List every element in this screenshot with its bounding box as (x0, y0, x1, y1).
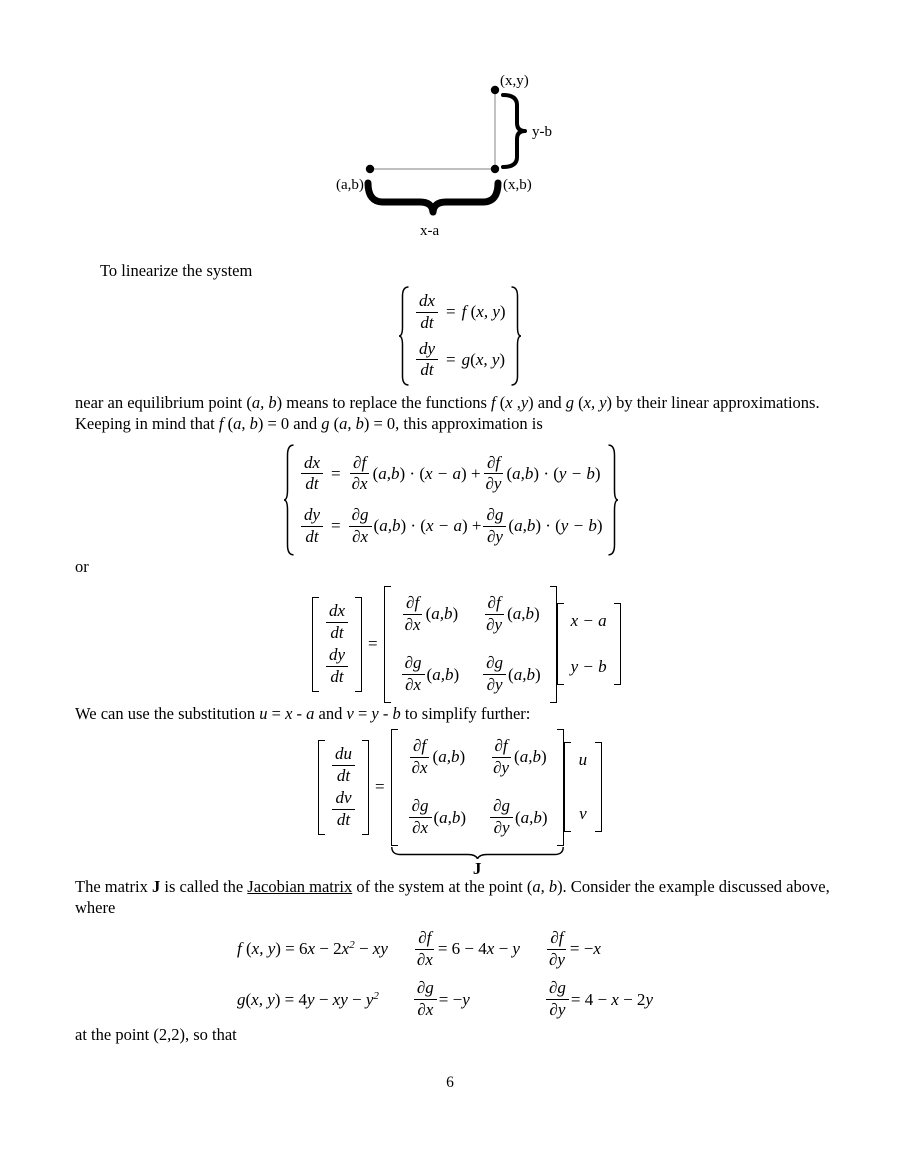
vector-entry: x − a (570, 611, 607, 631)
text-segment: y (462, 989, 470, 1009)
paragraph-jacobian (75, 876, 833, 918)
text-segment: g (565, 393, 574, 412)
text-segment: a,b (379, 516, 401, 536)
at-point-text: at the point (2,2), so that (75, 1025, 237, 1044)
text-segment: y − b (560, 516, 597, 536)
denominator: ∂x (351, 474, 368, 494)
text-segment: x ,y (505, 393, 529, 412)
vector-entry: u (578, 750, 588, 770)
text-segment: ( (466, 302, 477, 322)
text-segment: a,b (438, 747, 460, 767)
system-row-2 (414, 340, 505, 380)
numerator: ∂f (547, 929, 566, 950)
numerator: ∂f (415, 929, 434, 950)
text-segment: y (365, 989, 374, 1009)
text-segment: y (512, 939, 520, 959)
right-curly-brace (510, 286, 522, 386)
denominator: ∂y (493, 818, 510, 838)
numerator: ∂g (546, 979, 569, 1000)
numerator: ∂g (483, 506, 506, 527)
jacobian-cell-12 (481, 594, 541, 634)
partial-df-dx (349, 454, 371, 494)
text-segment: u (259, 704, 268, 723)
text-segment: ) (540, 747, 547, 767)
text-segment: ) + (461, 516, 482, 536)
denominator: ∂x (417, 1000, 434, 1020)
distance-label-yb: y-b (532, 124, 552, 140)
text-segment: near an equilibrium point ( (75, 393, 252, 412)
text-segment: x, y (583, 393, 607, 412)
text-segment: ) = 0, this approximation is (363, 414, 543, 433)
text-segment: a,b (519, 747, 541, 767)
numerator: ∂f (484, 454, 503, 475)
text-segment: The matrix (75, 877, 152, 896)
denominator: dt (420, 312, 434, 332)
text-segment: xy (332, 989, 348, 1009)
text-segment: and (314, 704, 347, 723)
text-segment: = − (569, 939, 594, 959)
point-label-ab: (a,b) (336, 177, 364, 193)
text-segment: x, y (475, 349, 500, 369)
text-segment: ( (507, 604, 513, 624)
text-segment: ( (433, 807, 440, 827)
cell-argument (433, 747, 466, 767)
text-segment: g (321, 414, 330, 433)
jacobian-matrix (384, 586, 557, 703)
text-segment: ) (459, 747, 466, 767)
figure-diagram (320, 63, 570, 243)
linearization-equation (283, 444, 619, 556)
vector-entry: y − b (570, 657, 607, 677)
left-curly-brace (283, 444, 295, 556)
numerator: ∂f (350, 454, 369, 475)
text-segment: ( (508, 516, 515, 536)
text-segment: ( (495, 393, 506, 412)
text-segment: a, b (532, 877, 558, 896)
rhs-vector (557, 603, 621, 685)
left-curly-brace (398, 286, 410, 386)
text-segment: Jacobian matrix (247, 877, 353, 896)
numerator: ∂g (414, 979, 437, 1000)
middle-terms (374, 516, 482, 536)
distance-label-xa: x-a (420, 223, 440, 239)
numerator: du (332, 745, 355, 766)
text-segment: xy (372, 939, 388, 959)
text-segment: x, y (251, 989, 275, 1009)
example-g-definition (237, 990, 388, 1010)
text-segment: ( (506, 463, 513, 483)
denominator: ∂x (412, 818, 429, 838)
text-segment: f (237, 939, 242, 959)
page-number: 6 (446, 1074, 454, 1091)
text-segment: = (353, 704, 372, 723)
text-segment: ( (372, 463, 379, 483)
fraction-dy-dt (301, 506, 323, 546)
text-segment: f (491, 393, 496, 412)
right-brace-yb (503, 95, 525, 167)
text-segment: ) · ( (399, 463, 425, 483)
text-segment: = (267, 704, 286, 723)
text-segment: y (371, 704, 379, 723)
numerator: ∂f (410, 737, 429, 758)
text-segment: a,b (512, 463, 534, 483)
text-segment: ) (453, 664, 460, 684)
text-segment: ) (499, 349, 506, 369)
text-segment: y − b (558, 463, 595, 483)
text-segment: ) means to replace the functions (276, 393, 492, 412)
denominator: ∂y (493, 757, 510, 777)
text-segment: ( (425, 604, 432, 624)
denominator: dt (336, 765, 351, 785)
text-segment: 2 (373, 989, 379, 1002)
example-df-dy (544, 929, 653, 969)
denominator: ∂x (405, 675, 422, 695)
lhs-vector (312, 597, 362, 692)
text-segment: ) · ( (533, 463, 559, 483)
text-segment: y (645, 989, 653, 1009)
denominator: ∂x (411, 757, 428, 777)
text-segment: x (285, 704, 293, 723)
jacobian-cell-22 (488, 797, 548, 837)
denominator: dt (336, 810, 351, 830)
matrix-equation-1 (312, 586, 621, 703)
text-segment: ( (515, 807, 521, 827)
denominator: ∂y (485, 474, 502, 494)
text-segment: is called the (160, 877, 248, 896)
denominator: ∂y (486, 675, 503, 695)
text-segment: J (151, 877, 161, 896)
text-segment: - (292, 704, 307, 723)
text-segment: = 6 − 4 (437, 939, 487, 959)
vector-entry: v (579, 804, 587, 824)
jacobian-cell-21 (407, 797, 467, 837)
example-equations (237, 929, 653, 1020)
point-label-xb: (x,b) (503, 177, 532, 193)
text-segment: g (237, 989, 246, 1009)
numerator: dx (301, 454, 323, 475)
text-segment: ( (514, 747, 520, 767)
text-segment: a,b (514, 516, 536, 536)
point-xy-dot (491, 86, 499, 94)
cell-argument (515, 808, 548, 828)
text-segment: x (593, 939, 601, 959)
numerator: ∂g (402, 654, 425, 675)
point-xb-dot (491, 165, 499, 173)
equals-sign: = (375, 777, 385, 797)
text-segment: a,b (432, 664, 454, 684)
text-segment: ( (426, 664, 433, 684)
text-segment: ( (223, 414, 234, 433)
numerator: ∂g (349, 506, 372, 527)
text-segment: a,b (378, 463, 400, 483)
text-segment: ) (499, 302, 506, 322)
system-equation (398, 286, 522, 386)
denominator: dt (305, 526, 319, 546)
text-segment: x (486, 939, 495, 959)
jacobian-cell-22 (481, 654, 541, 694)
text-segment: ) (594, 463, 601, 483)
text-segment: ) (452, 604, 459, 624)
denominator: ∂x (404, 614, 421, 634)
text-segment: y (307, 989, 315, 1009)
denominator: dt (420, 360, 434, 380)
text-segment: b (392, 704, 401, 723)
partial-df-dy (483, 454, 505, 494)
fraction-dx-dt (301, 454, 323, 494)
cell-argument (514, 747, 547, 767)
cell-argument (426, 604, 459, 624)
linearization-row-1 (299, 454, 601, 494)
fraction-dx-dt (416, 292, 438, 332)
partial-dg-dx (349, 506, 372, 546)
denominator: ∂y (548, 949, 565, 969)
fraction-dy-dt (326, 646, 348, 686)
text-segment: − (494, 939, 513, 959)
text-segment: a,b (431, 604, 453, 624)
text-segment: − (314, 989, 333, 1009)
fraction-dx-dt (326, 602, 348, 642)
denominator: ∂x (416, 949, 433, 969)
text-segment: x (307, 939, 316, 959)
text-segment: ( (329, 414, 340, 433)
text-segment: ) (541, 807, 548, 827)
text-segment: ( (432, 747, 439, 767)
cell-argument (427, 665, 460, 685)
denominator: ∂y (486, 526, 503, 546)
point-ab-dot (366, 165, 374, 173)
fraction-dy-dt (416, 340, 438, 380)
text-segment: a,b (520, 807, 542, 827)
rhs-vector (564, 742, 603, 832)
jacobian-cell-11 (400, 594, 460, 634)
text-segment: - (378, 704, 393, 723)
text-segment: ) and (528, 393, 566, 412)
under-brace-xa (368, 183, 498, 212)
text-segment: ) · ( (535, 516, 561, 536)
intro-text: To linearize the system (100, 261, 253, 280)
jacobian-label: J (472, 858, 482, 878)
text-segment: f (218, 414, 224, 433)
example-dg-dx (412, 979, 520, 1019)
denominator: dt (330, 667, 344, 687)
example-f-definition (237, 939, 388, 959)
cell-argument (508, 665, 541, 685)
jacobian-with-underbrace (391, 729, 564, 878)
text-segment: ) (534, 604, 540, 624)
linearization-row-2 (299, 506, 603, 546)
text-segment: of the system at the point ( (352, 877, 533, 896)
cell-argument (507, 604, 540, 624)
numerator: ∂f (485, 594, 504, 615)
numerator: dx (326, 602, 348, 623)
or-text: or (75, 557, 89, 576)
rhs-expression (462, 350, 505, 370)
rhs-expression (462, 302, 506, 322)
text-segment: = − (438, 989, 463, 1009)
text-segment: f (461, 302, 467, 322)
system-row-1 (414, 292, 506, 332)
text-segment: ( (245, 989, 252, 1009)
text-segment: a, b (233, 414, 258, 433)
text-segment: x, y (251, 939, 276, 959)
numerator: dy (326, 646, 348, 667)
text-segment: ). Consider the example discussed above, where (75, 877, 830, 917)
text-segment: a, b (251, 393, 277, 412)
lhs-vector (318, 740, 369, 835)
partial-dg-dy (483, 506, 506, 546)
denominator: ∂x (352, 526, 369, 546)
text-segment: g (461, 349, 471, 369)
numerator: ∂g (409, 797, 432, 818)
text-segment: x − a (425, 516, 462, 536)
point-label-xy: (x,y) (500, 73, 529, 89)
text-segment: ( (508, 664, 514, 684)
cell-argument (434, 808, 467, 828)
equals-sign: = (368, 634, 378, 654)
text-segment: ) (534, 664, 541, 684)
numerator: ∂f (403, 594, 422, 615)
text-segment: x (611, 989, 619, 1009)
numerator: ∂g (490, 797, 513, 818)
text-segment: a,b (512, 604, 535, 624)
numerator: dv (332, 789, 354, 810)
text-segment: ( (241, 939, 252, 959)
numerator: dy (416, 340, 438, 361)
jacobian-cell-11 (407, 737, 467, 777)
text-segment: ) = 0 and (257, 414, 322, 433)
denominator: ∂y (549, 1000, 566, 1020)
example-dg-dy (544, 979, 653, 1019)
text-segment: ) · ( (400, 516, 426, 536)
text-segment: ( (574, 393, 584, 412)
matrix-equation-2 (318, 729, 602, 878)
text-segment: ) (460, 807, 467, 827)
equals-sign: = (331, 516, 341, 536)
equals-sign: = (446, 302, 456, 322)
text-segment: ( (470, 349, 476, 369)
tail-terms (508, 516, 602, 536)
text-segment: x (341, 939, 350, 959)
denominator: dt (305, 474, 319, 494)
text-segment: ) (596, 516, 603, 536)
text-segment: ) + (461, 463, 481, 483)
text-segment: = 4 − (570, 989, 612, 1009)
text-segment: ) = 6 (275, 939, 308, 959)
text-segment: ) by their linear approximations. Keeping in mind that (75, 393, 820, 433)
tail-terms (506, 464, 600, 484)
jacobian-matrix (391, 729, 564, 846)
middle-terms (373, 464, 481, 484)
numerator: dx (416, 292, 438, 313)
denominator: dt (330, 622, 344, 642)
text-segment: v (346, 704, 354, 723)
under-brace-j (391, 846, 564, 859)
numerator: ∂g (483, 654, 506, 675)
equals-sign: = (331, 463, 341, 483)
fraction-du-dt (332, 745, 355, 785)
text-segment: 2 (349, 939, 355, 952)
text-segment: x, y (476, 302, 500, 322)
text-segment: ( (373, 516, 380, 536)
text-segment: a, b (339, 414, 364, 433)
text-segment: − 2 (315, 939, 342, 959)
numerator: ∂f (492, 737, 511, 758)
paragraph-substitution (75, 703, 833, 724)
example-df-dx (412, 929, 520, 969)
text-segment: a,b (439, 807, 461, 827)
right-curly-brace (607, 444, 619, 556)
text-segment: − 2 (618, 989, 646, 1009)
fraction-dv-dt (332, 789, 354, 829)
text-segment: a (306, 704, 315, 723)
text-segment: a,b (513, 664, 535, 684)
denominator: ∂y (486, 614, 503, 634)
text-segment: − (354, 939, 373, 959)
equals-sign: = (446, 349, 456, 369)
text-segment: x − a (425, 463, 462, 483)
text-segment: We can use the substitution (75, 704, 260, 723)
paragraph-equilibrium (75, 392, 833, 434)
text-segment: ) = 4 (274, 989, 308, 1009)
jacobian-cell-12 (488, 737, 548, 777)
text-segment: − (347, 989, 366, 1009)
text-segment: to simplify further: (400, 704, 531, 723)
numerator: dy (301, 506, 323, 527)
jacobian-cell-21 (400, 654, 460, 694)
